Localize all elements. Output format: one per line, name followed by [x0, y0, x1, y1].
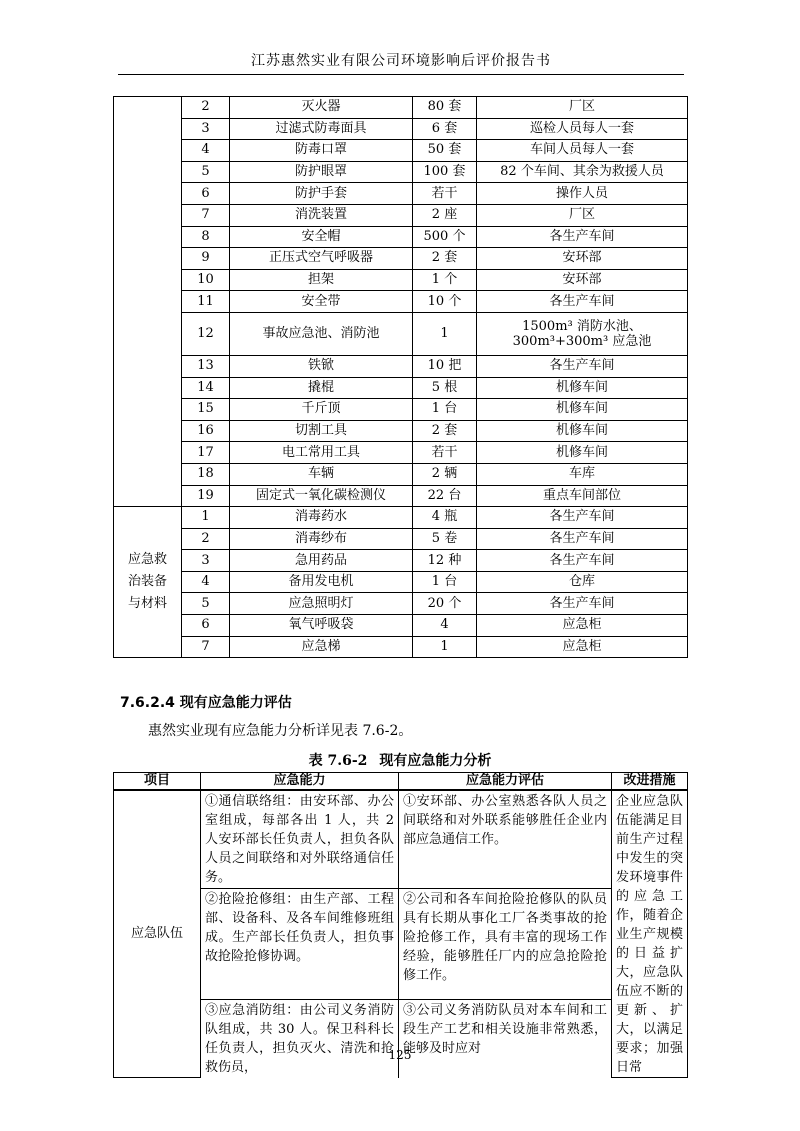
item-quantity: 100 套 — [413, 161, 477, 183]
item-quantity: 1 — [413, 636, 477, 658]
item-location: 重点车间部位 — [477, 485, 688, 507]
item-name: 千斤顶 — [230, 399, 413, 421]
table-row — [114, 463, 688, 485]
item-location: 巡检人员每人一套 — [477, 118, 688, 140]
capability-cell: ②抢险抢修组：由生产部、工程部、设备科、及各车间维修班组成。生产部长任负责人，担负事故抢险抢修协调。 — [201, 889, 399, 999]
table-row — [114, 399, 688, 421]
table-row — [114, 140, 688, 162]
table-row — [114, 571, 688, 593]
row-number: 5 — [182, 161, 230, 183]
item-name: 担架 — [230, 269, 413, 291]
item-location: 车间人员每人一套 — [477, 140, 688, 162]
item-name: 撬棍 — [230, 377, 413, 399]
column-header: 应急能力评估 — [399, 773, 612, 791]
equipment-table — [113, 96, 688, 658]
item-location: 各生产车间 — [477, 528, 688, 550]
item-name: 防护眼罩 — [230, 161, 413, 183]
table-row — [114, 291, 688, 313]
item-quantity: 1 — [413, 312, 477, 355]
item-location: 各生产车间 — [477, 550, 688, 572]
item-name: 灭火器 — [230, 97, 413, 119]
item-location: 安环部 — [477, 269, 688, 291]
item-name: 防毒口罩 — [230, 140, 413, 162]
item-quantity: 2 套 — [413, 420, 477, 442]
table-row — [114, 507, 688, 529]
item-location: 各生产车间 — [477, 507, 688, 529]
table-row — [114, 593, 688, 615]
table-row — [114, 485, 688, 507]
row-number: 11 — [182, 291, 230, 313]
table-row — [114, 528, 688, 550]
item-location: 厂区 — [477, 97, 688, 119]
capability-cell: ③应急消防组：由公司义务消防队组成，共 30 人。保卫科科长任负责人，担负灭火、清洗和抢救伤员， — [201, 999, 399, 1077]
item-location: 机修车间 — [477, 442, 688, 464]
table-caption — [0, 750, 800, 770]
item-name: 安全帽 — [230, 226, 413, 248]
item-name: 铁锨 — [230, 355, 413, 377]
row-number: 9 — [182, 248, 230, 270]
evaluation-cell: ③公司义务消防队员对本车间和工段生产工艺和相关设施非常熟悉，能够及时应对 — [399, 999, 612, 1077]
item-name: 消毒药水 — [230, 507, 413, 529]
row-number: 8 — [182, 226, 230, 248]
table-row — [114, 636, 688, 658]
item-location: 机修车间 — [477, 377, 688, 399]
row-number: 3 — [182, 118, 230, 140]
section-heading: 7.6.2.4 现有应急能力评估 — [120, 695, 292, 711]
page-header-title: 江苏惠然实业有限公司环境影响后评价报告书 — [251, 53, 551, 69]
row-number: 3 — [182, 550, 230, 572]
item-location: 厂区 — [477, 204, 688, 226]
item-location: 82 个车间、其余为救援人员 — [477, 161, 688, 183]
row-number: 2 — [182, 528, 230, 550]
row-number: 4 — [182, 571, 230, 593]
analysis-table — [113, 772, 688, 1078]
header-row — [114, 773, 688, 791]
item-quantity: 若干 — [413, 442, 477, 464]
header-rule — [118, 74, 684, 75]
table-row — [114, 226, 688, 248]
caption-number: 表 7.6-2 — [308, 753, 368, 769]
section-intro: 惠然实业现有应急能力分析详见表 7.6-2。 — [148, 723, 413, 739]
item-name: 安全带 — [230, 291, 413, 313]
item-quantity: 50 套 — [413, 140, 477, 162]
row-number: 12 — [182, 312, 230, 355]
table-row — [114, 999, 688, 1077]
item-location: 车库 — [477, 463, 688, 485]
item-quantity: 1 台 — [413, 399, 477, 421]
item-cell: 应急队伍 — [114, 790, 201, 1078]
item-quantity: 12 种 — [413, 550, 477, 572]
page-number: 125 — [388, 1048, 412, 1062]
table-row — [114, 615, 688, 637]
item-name: 氧气呼吸袋 — [230, 615, 413, 637]
category-cell: 应急救治装备与材料 — [114, 507, 182, 658]
item-name: 正压式空气呼吸器 — [230, 248, 413, 270]
item-quantity: 4 瓶 — [413, 507, 477, 529]
row-number: 17 — [182, 442, 230, 464]
item-quantity: 10 个 — [413, 291, 477, 313]
item-quantity: 500 个 — [413, 226, 477, 248]
item-quantity: 4 — [413, 615, 477, 637]
item-name: 车辆 — [230, 463, 413, 485]
table-row — [114, 161, 688, 183]
item-name: 固定式一氧化碳检测仪 — [230, 485, 413, 507]
item-quantity: 22 台 — [413, 485, 477, 507]
item-name: 过滤式防毒面具 — [230, 118, 413, 140]
item-quantity: 5 卷 — [413, 528, 477, 550]
item-name: 急用药品 — [230, 550, 413, 572]
item-name: 切割工具 — [230, 420, 413, 442]
item-location: 应急柜 — [477, 615, 688, 637]
item-location: 应急柜 — [477, 636, 688, 658]
table-row — [114, 269, 688, 291]
table-row — [114, 183, 688, 205]
item-name: 电工常用工具 — [230, 442, 413, 464]
column-header: 项目 — [114, 773, 201, 791]
item-quantity: 10 把 — [413, 355, 477, 377]
row-number: 1 — [182, 507, 230, 529]
row-number: 14 — [182, 377, 230, 399]
item-name: 防护手套 — [230, 183, 413, 205]
item-name: 应急梯 — [230, 636, 413, 658]
row-number: 5 — [182, 593, 230, 615]
capability-cell: ①通信联络组：由安环部、办公室组成，每部各出 1 人，共 2 人安环部长任负责人，担负各队人员之间联络和对外联络通信任务。 — [201, 790, 399, 889]
table-row — [114, 889, 688, 999]
row-number: 7 — [182, 204, 230, 226]
row-number: 16 — [182, 420, 230, 442]
item-quantity: 若干 — [413, 183, 477, 205]
row-number: 13 — [182, 355, 230, 377]
item-location: 各生产车间 — [477, 593, 688, 615]
item-quantity: 1 台 — [413, 571, 477, 593]
table-row — [114, 550, 688, 572]
item-quantity: 20 个 — [413, 593, 477, 615]
item-name: 事故应急池、消防池 — [230, 312, 413, 355]
category-cell — [114, 97, 182, 507]
table-row — [114, 377, 688, 399]
item-name: 应急照明灯 — [230, 593, 413, 615]
item-quantity: 2 套 — [413, 248, 477, 270]
item-location: 机修车间 — [477, 399, 688, 421]
evaluation-cell: ②公司和各车间抢险抢修队的队员具有长期从事化工厂各类事故的抢险抢修工作，具有丰富的现场工作经验，能够胜任厂内的应急抢险抢修工作。 — [399, 889, 612, 999]
item-quantity: 2 辆 — [413, 463, 477, 485]
item-location: 各生产车间 — [477, 226, 688, 248]
item-quantity: 6 套 — [413, 118, 477, 140]
row-number: 6 — [182, 183, 230, 205]
row-number: 10 — [182, 269, 230, 291]
item-name: 消洗装置 — [230, 204, 413, 226]
table-row — [114, 204, 688, 226]
row-number: 19 — [182, 485, 230, 507]
row-number: 2 — [182, 97, 230, 119]
table-row — [114, 442, 688, 464]
row-number: 18 — [182, 463, 230, 485]
row-number: 15 — [182, 399, 230, 421]
row-number: 7 — [182, 636, 230, 658]
table-row — [114, 97, 688, 119]
item-quantity: 2 座 — [413, 204, 477, 226]
item-location: 各生产车间 — [477, 291, 688, 313]
table-row — [114, 790, 688, 889]
item-location: 1500m³ 消防水池、300m³+300m³ 应急池 — [477, 312, 688, 355]
item-name: 消毒纱布 — [230, 528, 413, 550]
item-location: 机修车间 — [477, 420, 688, 442]
item-quantity: 1 个 — [413, 269, 477, 291]
row-number: 4 — [182, 140, 230, 162]
item-location: 各生产车间 — [477, 355, 688, 377]
item-location: 仓库 — [477, 571, 688, 593]
table-row — [114, 312, 688, 355]
row-number: 6 — [182, 615, 230, 637]
improvement-cell: 企业应急队伍能满足目前生产过程中发生的突发环境事件的应急工作，随着企业生产规模的日益扩大，应急队伍应不断的更新、扩大，以满足要求；加强日常 — [612, 790, 688, 1078]
caption-title: 现有应急能力分析 — [379, 753, 492, 769]
item-location: 操作人员 — [477, 183, 688, 205]
table-row — [114, 355, 688, 377]
table-row — [114, 248, 688, 270]
item-quantity: 80 套 — [413, 97, 477, 119]
column-header: 改进措施 — [612, 773, 688, 791]
evaluation-cell: ①安环部、办公室熟悉各队人员之间联络和对外联系能够胜任企业内部应急通信工作。 — [399, 790, 612, 889]
item-quantity: 5 根 — [413, 377, 477, 399]
item-location: 安环部 — [477, 248, 688, 270]
table-row — [114, 420, 688, 442]
item-name: 备用发电机 — [230, 571, 413, 593]
table-row — [114, 118, 688, 140]
column-header: 应急能力 — [201, 773, 399, 791]
